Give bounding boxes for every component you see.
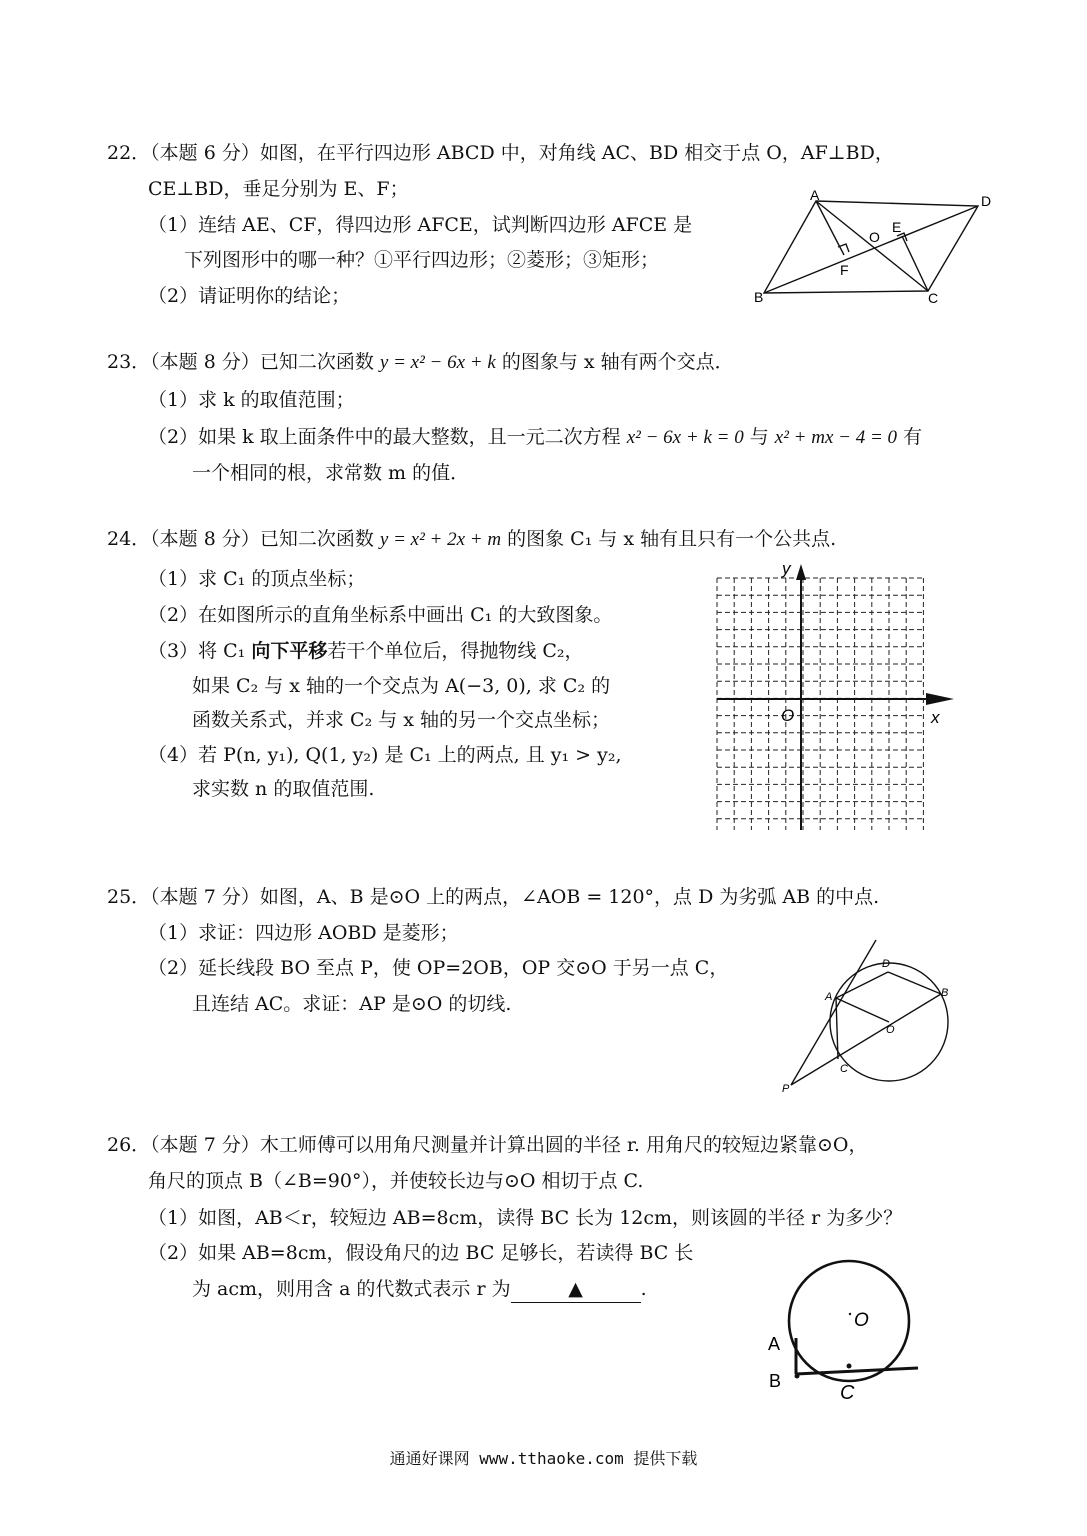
q23-equation-1: x² − 6x + k = 0	[626, 427, 744, 448]
q23-line-1-post: 的图象与 x 轴有两个交点．	[495, 351, 734, 373]
label-B: B	[754, 289, 764, 305]
label-B: B	[941, 987, 949, 999]
q24-line-1-pre: 24．（本题 8 分）已知二次函数	[107, 528, 380, 550]
label-O: O	[854, 1310, 869, 1331]
q22-line-4: 下列图形中的哪一种？①平行四边形；②菱形；③矩形；	[184, 249, 660, 271]
carpenter-square-figure	[760, 1258, 925, 1408]
circle-tangent-figure	[778, 936, 956, 1094]
q24-line-7: （4）若 P(n, y₁), Q(1, y₂) 是 C₁ 上的两点, 且 y₁ > y₂,	[148, 744, 622, 766]
q26-line-3: （1）如图，AB＜r，较短边 AB=8cm，读得 BC 长为 12cm，则该圆的半径 r 为多少？	[148, 1207, 903, 1229]
label-F: F	[840, 262, 849, 278]
parallelogram-figure	[752, 188, 1002, 306]
label-C: C	[928, 290, 939, 306]
q22-line-1: 22．（本题 6 分）如图，在平行四边形 ABCD 中，对角线 AC、BD 相交于点 O，AF⊥BD，	[107, 142, 894, 164]
q23-line-2: （1）求 k 的取值范围；	[148, 389, 355, 411]
q26-line-5	[192, 1276, 647, 1303]
label-D: D	[882, 958, 890, 970]
q26-line-4: （2）如果 AB=8cm，假设角尺的边 BC 足够长，若读得 BC 长	[148, 1242, 694, 1264]
answer-blank	[511, 1276, 641, 1303]
q25-line-1: 25．（本题 7 分）如图，A、B 是⊙O 上的两点，∠AOB = 120°，点 D 为劣弧 AB 的中点.	[107, 886, 880, 908]
label-P: P	[782, 1083, 790, 1094]
q22-line-3: （1）连结 AE、CF，得四边形 AFCE，试判断四边形 AFCE 是	[148, 214, 693, 236]
origin-label: O	[781, 706, 795, 725]
q24-line-8: 求实数 n 的取值范围.	[192, 778, 375, 800]
label-A: A	[810, 188, 820, 203]
q23-line-1-pre: 23．（本题 8 分）已知二次函数	[107, 351, 380, 373]
q24-line-2: （1）求 C₁ 的顶点坐标；	[148, 568, 366, 590]
q24-line-5: 如果 C₂ 与 x 轴的一个交点为 A(−3, 0), 求 C₂ 的	[192, 675, 611, 697]
label-A: A	[825, 991, 833, 1003]
q22-line-2: CE⊥BD，垂足分别为 E、F；	[148, 178, 409, 200]
label-C: C	[840, 1382, 855, 1404]
q23-line-3-pre: （2）如果 k 取上面条件中的最大整数，且一元二次方程	[148, 426, 627, 448]
q24-line-3: （2）在如图所示的直角坐标系中画出 C₁ 的大致图象。	[148, 604, 613, 626]
q24-line-4-pre: （3）将 C₁	[148, 640, 252, 662]
q24-line-4-post: 若干个单位后，得抛物线 C₂，	[327, 640, 584, 662]
q24-line-6: 函数关系式，并求 C₂ 与 x 轴的另一个交点坐标；	[192, 709, 611, 731]
q23-equation-2: x² + mx − 4 = 0	[774, 427, 898, 448]
x-axis-label: x	[931, 708, 940, 727]
q24-function: y = x² + 2x + m	[379, 529, 502, 550]
q23-line-4: 一个相同的根，求常数 m 的值．	[192, 462, 470, 484]
q23-line-3-mid: 与	[743, 426, 775, 448]
footer-source: 通通好课网 www.tthaoke.com 提供下载	[389, 1449, 698, 1468]
y-axis-label: y	[782, 559, 791, 578]
q23-line-3	[148, 424, 922, 451]
q25-line-4: 且连结 AC。求证：AP 是⊙O 的切线.	[192, 993, 512, 1015]
q26-line-5-pre: 为 acm，则用含 a 的代数式表示 r 为	[192, 1278, 511, 1300]
label-O: O	[869, 229, 880, 245]
label-D: D	[981, 193, 992, 209]
q22-line-5: （2）请证明你的结论；	[148, 285, 351, 307]
q25-line-2: （1）求证：四边形 AOBD 是菱形；	[148, 922, 459, 944]
label-O: O	[886, 1024, 895, 1036]
q24-line-1	[107, 526, 836, 553]
triangle-marker: ▲	[568, 1278, 583, 1300]
label-A: A	[768, 1334, 781, 1354]
q23-function: y = x² − 6x + k	[379, 352, 496, 373]
label-B: B	[769, 1371, 782, 1391]
q25-line-3: （2）延长线段 BO 至点 P，使 OP=2OB，OP 交⊙O 于另一点 C，	[148, 957, 729, 979]
q26-line-5-post: .	[640, 1278, 647, 1300]
label-C: C	[840, 1063, 848, 1075]
q23-line-3-post: 有	[897, 426, 923, 448]
q24-line-4	[148, 638, 584, 664]
q24-line-1-post: 的图象 C₁ 与 x 轴有且只有一个公共点.	[501, 528, 837, 550]
q26-line-1: 26．（本题 7 分）木工师傅可以用角尺测量并计算出圆的半径 r. 用角尺的较短边紧靠⊙O，	[107, 1134, 868, 1156]
q26-line-2: 角尺的顶点 B（∠B=90°），并使较长边与⊙O 相切于点 C.	[148, 1170, 644, 1192]
coordinate-grid-figure	[712, 558, 962, 834]
label-E: E	[892, 219, 902, 235]
q23-line-1	[107, 349, 734, 376]
q24-line-4-bold: 向下平移	[251, 640, 328, 662]
